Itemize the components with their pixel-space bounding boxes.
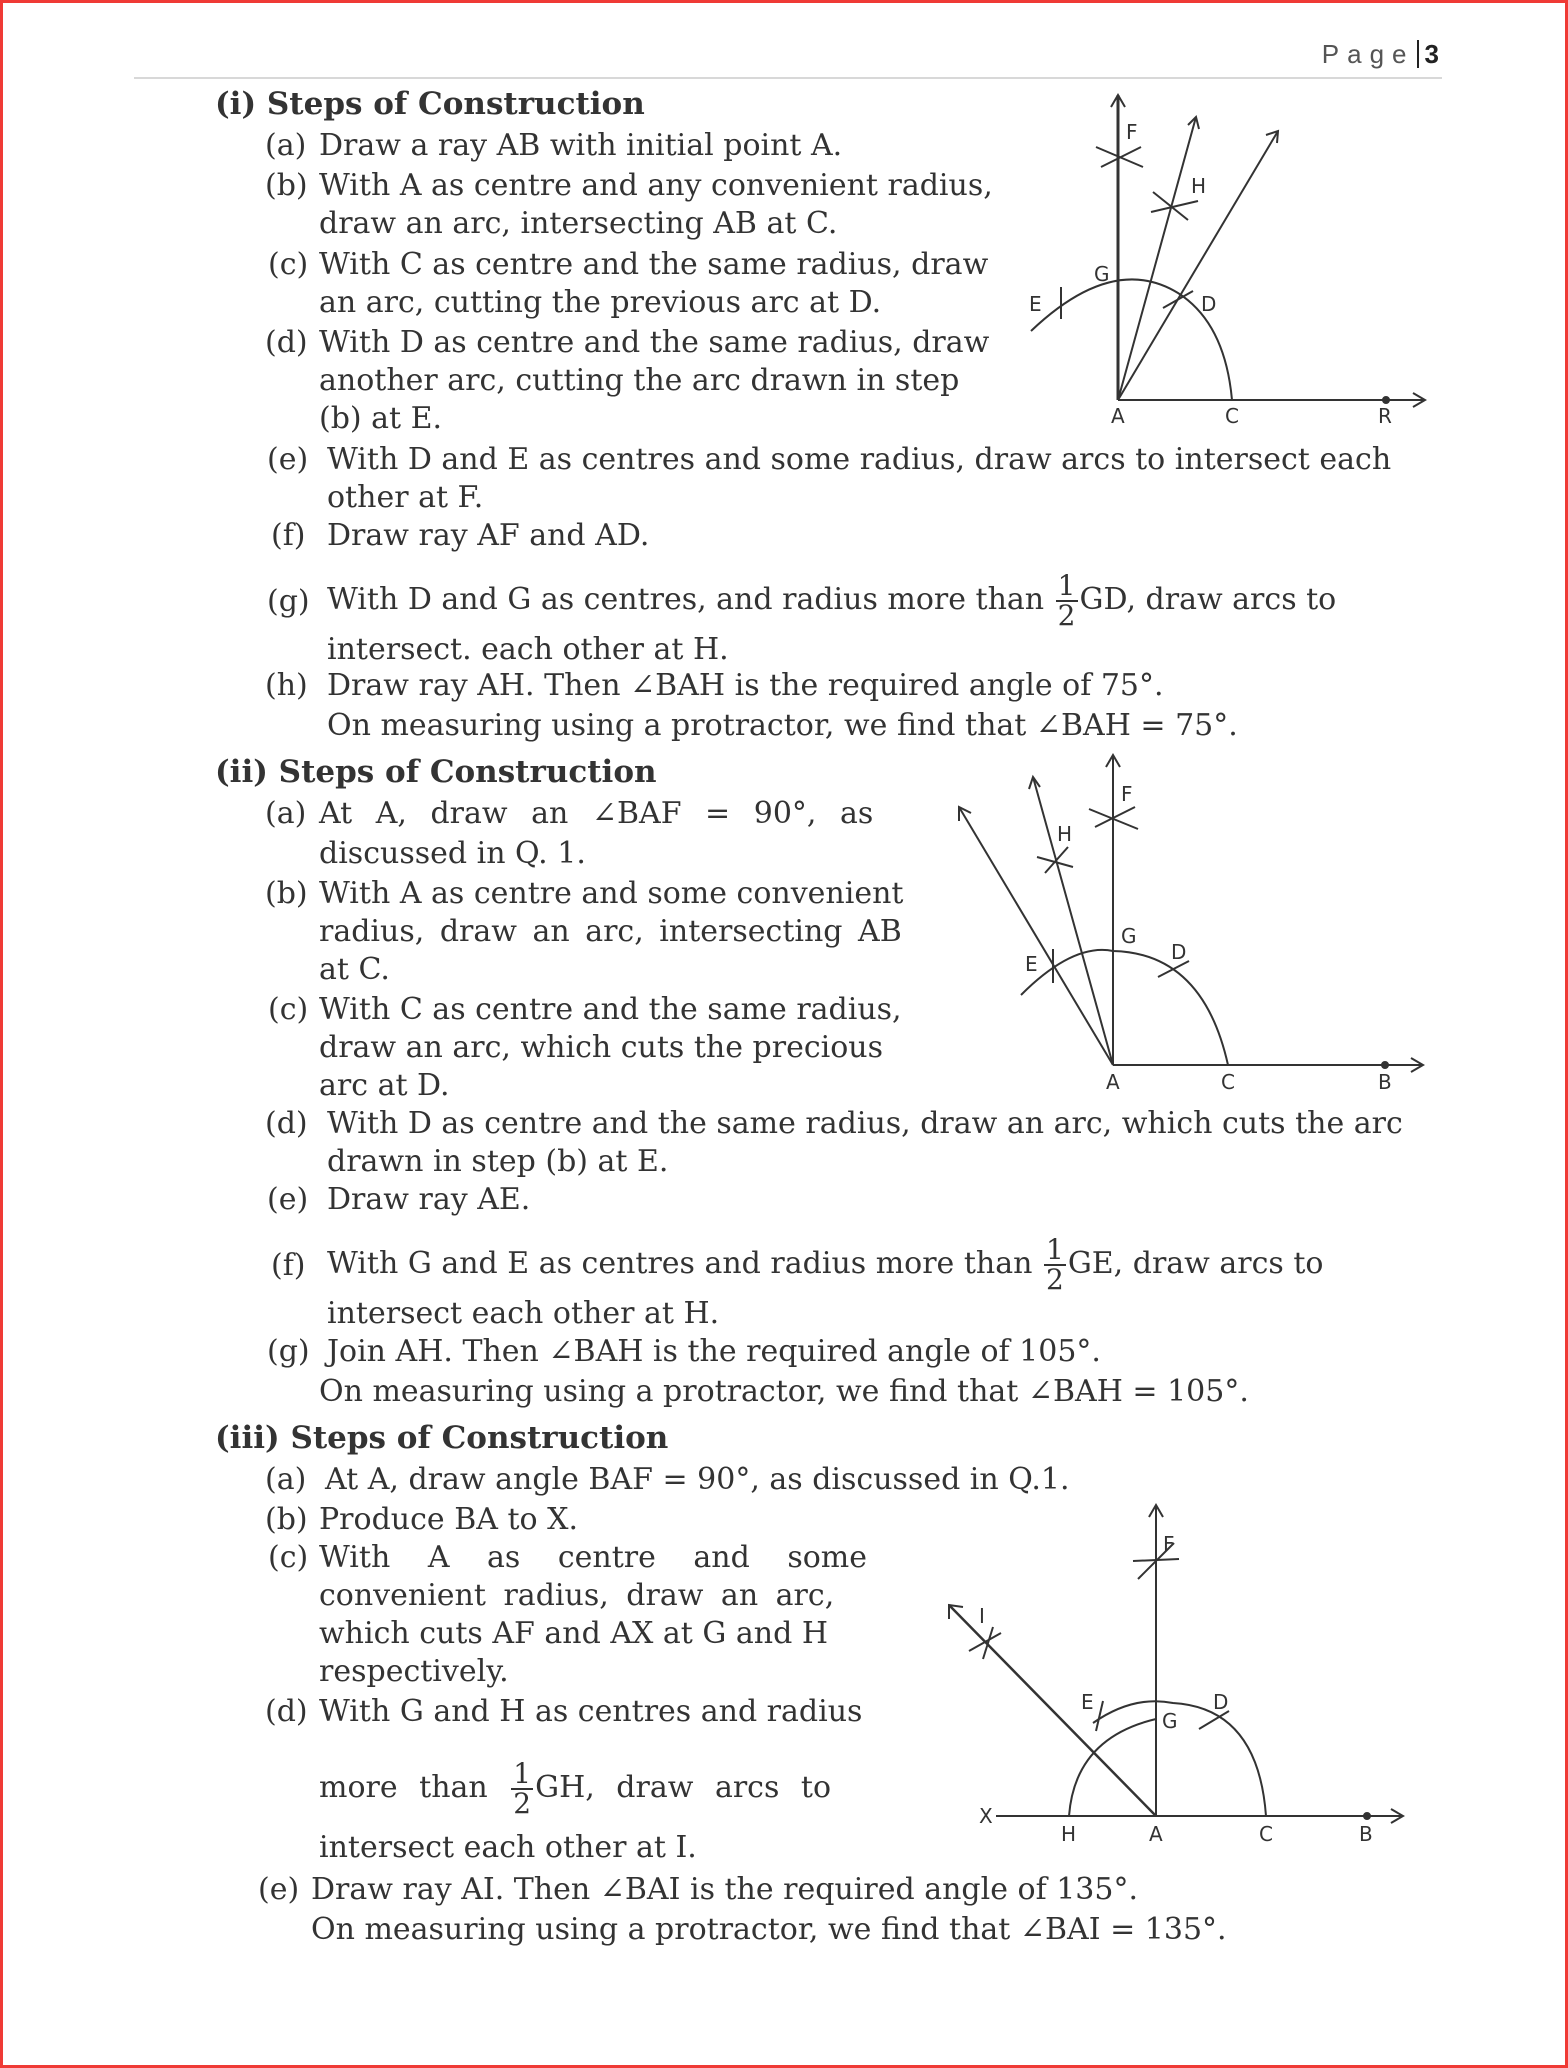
- section-iii-heading: (iii) Steps of Construction: [215, 1420, 669, 1456]
- arc-ED: [1093, 1701, 1266, 1816]
- step-text: at C.: [319, 952, 390, 987]
- step-text: more than: [319, 1770, 488, 1805]
- step-text: GD, draw arcs to: [1079, 582, 1337, 617]
- label-C: C: [1221, 1070, 1235, 1094]
- header-rule: [134, 77, 1442, 79]
- ray-AD: [1118, 131, 1278, 400]
- step-text: radius, draw an arc, intersecting AB: [319, 914, 902, 949]
- label-I: I: [979, 1604, 985, 1628]
- ray-AI: [949, 1605, 1156, 1816]
- figure-75-degree-construction: [1003, 83, 1453, 443]
- step-text: drawn in step (b) at E.: [327, 1144, 669, 1179]
- label-A: A: [1106, 1070, 1120, 1094]
- label-C: C: [1259, 1822, 1273, 1846]
- label-F: F: [1126, 120, 1138, 144]
- fraction-half: [1044, 1233, 1066, 1296]
- step-text-fraction: [327, 1229, 1323, 1299]
- point-B: [1364, 1813, 1370, 1819]
- point-R: [1383, 397, 1389, 403]
- step-label: (a): [265, 1462, 307, 1497]
- label-E: E: [1081, 1690, 1094, 1714]
- label-D: D: [1171, 940, 1187, 964]
- arc-F2: [1095, 807, 1135, 827]
- point-B: [1382, 1062, 1388, 1068]
- figure-105-degree-construction: [923, 743, 1443, 1113]
- label-B: B: [1378, 1070, 1392, 1094]
- step-label: (c): [268, 992, 309, 1027]
- step-text: With D as centre and the same radius, draw an arc, which cuts the arc: [327, 1106, 1403, 1141]
- fraction-denominator: 2: [1045, 1263, 1064, 1296]
- label-B: B: [1359, 1822, 1373, 1846]
- step-label: (d): [265, 1694, 308, 1729]
- step-text: GE, draw arcs to: [1067, 1246, 1324, 1281]
- fraction-half: [511, 1757, 533, 1820]
- step-text: arc at D.: [319, 1068, 450, 1103]
- step-label: (b): [265, 1502, 308, 1537]
- label-F: F: [1121, 782, 1133, 806]
- figure-135-degree-construction: [903, 1483, 1453, 1853]
- label-E: E: [1029, 292, 1042, 316]
- fraction-denominator: 2: [513, 1787, 532, 1820]
- tick-E: [1096, 1701, 1103, 1731]
- label-A: A: [1111, 404, 1125, 428]
- step-text: On measuring using a protractor, we find that ∠BAI = 135°.: [311, 1912, 1227, 1947]
- step-label: (b): [265, 168, 308, 203]
- label-F: F: [1163, 1532, 1175, 1556]
- section-ii-heading: (ii) Steps of Construction: [215, 754, 657, 790]
- label-G: G: [1121, 924, 1137, 948]
- step-label: (d): [265, 325, 308, 360]
- step-text: With D and G as centres, and radius more than: [327, 582, 1045, 617]
- step-text: Draw ray AE.: [327, 1182, 531, 1217]
- step-text: At A, draw an ∠BAF = 90°, as: [319, 796, 874, 831]
- page-label: Page: [1321, 39, 1415, 69]
- step-text: other at F.: [327, 480, 484, 515]
- fraction-numerator: 1: [1045, 1233, 1064, 1266]
- step-text: intersect each other at I.: [319, 1830, 697, 1865]
- page-number: [1322, 39, 1439, 70]
- step-text: Join AH. Then ∠BAH is the required angle of 105°.: [327, 1334, 1101, 1369]
- label-H: H: [1061, 1822, 1077, 1846]
- step-text: On measuring using a protractor, we find that ∠BAH = 75°.: [327, 708, 1238, 743]
- step-text: With C as centre and the same radius, draw: [319, 247, 989, 282]
- label-R: R: [1378, 404, 1392, 428]
- label-E: E: [1025, 952, 1038, 976]
- step-text: draw an arc, intersecting AB at C.: [319, 206, 838, 241]
- step-label: (f): [271, 518, 306, 553]
- label-H: H: [1191, 174, 1207, 198]
- ray-AE: [959, 807, 1113, 1065]
- arc-I1: [969, 1633, 1001, 1651]
- step-label: (b): [265, 876, 308, 911]
- step-text: convenient radius, draw an arc,: [319, 1578, 835, 1613]
- step-text: draw an arc, which cuts the precious: [319, 1030, 883, 1065]
- step-text: which cuts AF and AX at G and H: [319, 1616, 828, 1651]
- step-text: With D as centre and the same radius, draw: [319, 325, 990, 360]
- step-label: (h): [265, 668, 308, 703]
- label-A: A: [1149, 1822, 1163, 1846]
- step-text: GH, draw arcs to: [535, 1770, 832, 1805]
- arc-H1: [1153, 192, 1188, 220]
- step-text: With G and E as centres and radius more than: [327, 1246, 1033, 1281]
- step-text: discussed in Q. 1.: [319, 836, 586, 871]
- step-text: (b) at E.: [319, 401, 443, 436]
- step-text: intersect each other at H.: [327, 1296, 720, 1331]
- step-text-fraction: [319, 1753, 831, 1823]
- step-text: Draw a ray AB with initial point A.: [319, 128, 843, 163]
- step-text: At A, draw angle BAF = 90°, as discussed in Q.1.: [325, 1462, 1070, 1497]
- step-text: another arc, cutting the arc drawn in step: [319, 363, 960, 398]
- label-G: G: [1162, 1709, 1178, 1733]
- label-C: C: [1225, 404, 1239, 428]
- step-label: (c): [268, 1540, 309, 1575]
- step-text: an arc, cutting the previous arc at D.: [319, 285, 882, 320]
- fraction-numerator: 1: [1057, 569, 1076, 602]
- label-G: G: [1094, 262, 1110, 286]
- step-text: With A as centre and any convenient radius,: [319, 168, 993, 203]
- section-i-heading: (i) Steps of Construction: [215, 86, 645, 122]
- label-D: D: [1201, 292, 1217, 316]
- step-label: (a): [265, 128, 307, 163]
- step-text: On measuring using a protractor, we find that ∠BAH = 105°.: [319, 1374, 1249, 1409]
- page-number-value: 3: [1424, 39, 1439, 69]
- step-label: (g): [267, 584, 310, 619]
- step-text: Draw ray AI. Then ∠BAI is the required angle of 135°.: [311, 1872, 1139, 1907]
- label-H: H: [1057, 822, 1073, 846]
- step-text: With G and H as centres and radius: [319, 1694, 863, 1729]
- label-D: D: [1213, 1690, 1229, 1714]
- label-X: X: [979, 1804, 993, 1828]
- step-text-fraction: [327, 565, 1336, 635]
- step-text: With A as centre and some convenient: [319, 876, 904, 911]
- step-text: Draw ray AF and AD.: [327, 518, 650, 553]
- step-label: (g): [267, 1334, 310, 1369]
- step-text: intersect. each other at H.: [327, 632, 729, 667]
- step-text: respectively.: [319, 1654, 509, 1689]
- ray-AH: [1118, 117, 1196, 400]
- step-label: (f): [271, 1248, 306, 1283]
- step-label: (c): [268, 247, 309, 282]
- fraction-half: [1056, 569, 1078, 632]
- step-label: (e): [258, 1872, 300, 1907]
- ray-AH: [1033, 777, 1113, 1065]
- fraction-numerator: 1: [513, 1757, 532, 1790]
- fraction-denominator: 2: [1057, 599, 1076, 632]
- step-text: Draw ray AH. Then ∠BAH is the required angle of 75°.: [327, 668, 1164, 703]
- step-label: (e): [267, 1182, 309, 1217]
- step-label: (d): [265, 1106, 308, 1141]
- step-label: (a): [265, 796, 307, 831]
- step-text: With C as centre and the same radius,: [319, 992, 902, 1027]
- step-label: (e): [267, 442, 309, 477]
- step-text: With A as centre and some: [319, 1540, 868, 1575]
- step-text: Produce BA to X.: [319, 1502, 578, 1537]
- step-text: With D and E as centres and some radius, draw arcs to intersect each: [327, 442, 1392, 477]
